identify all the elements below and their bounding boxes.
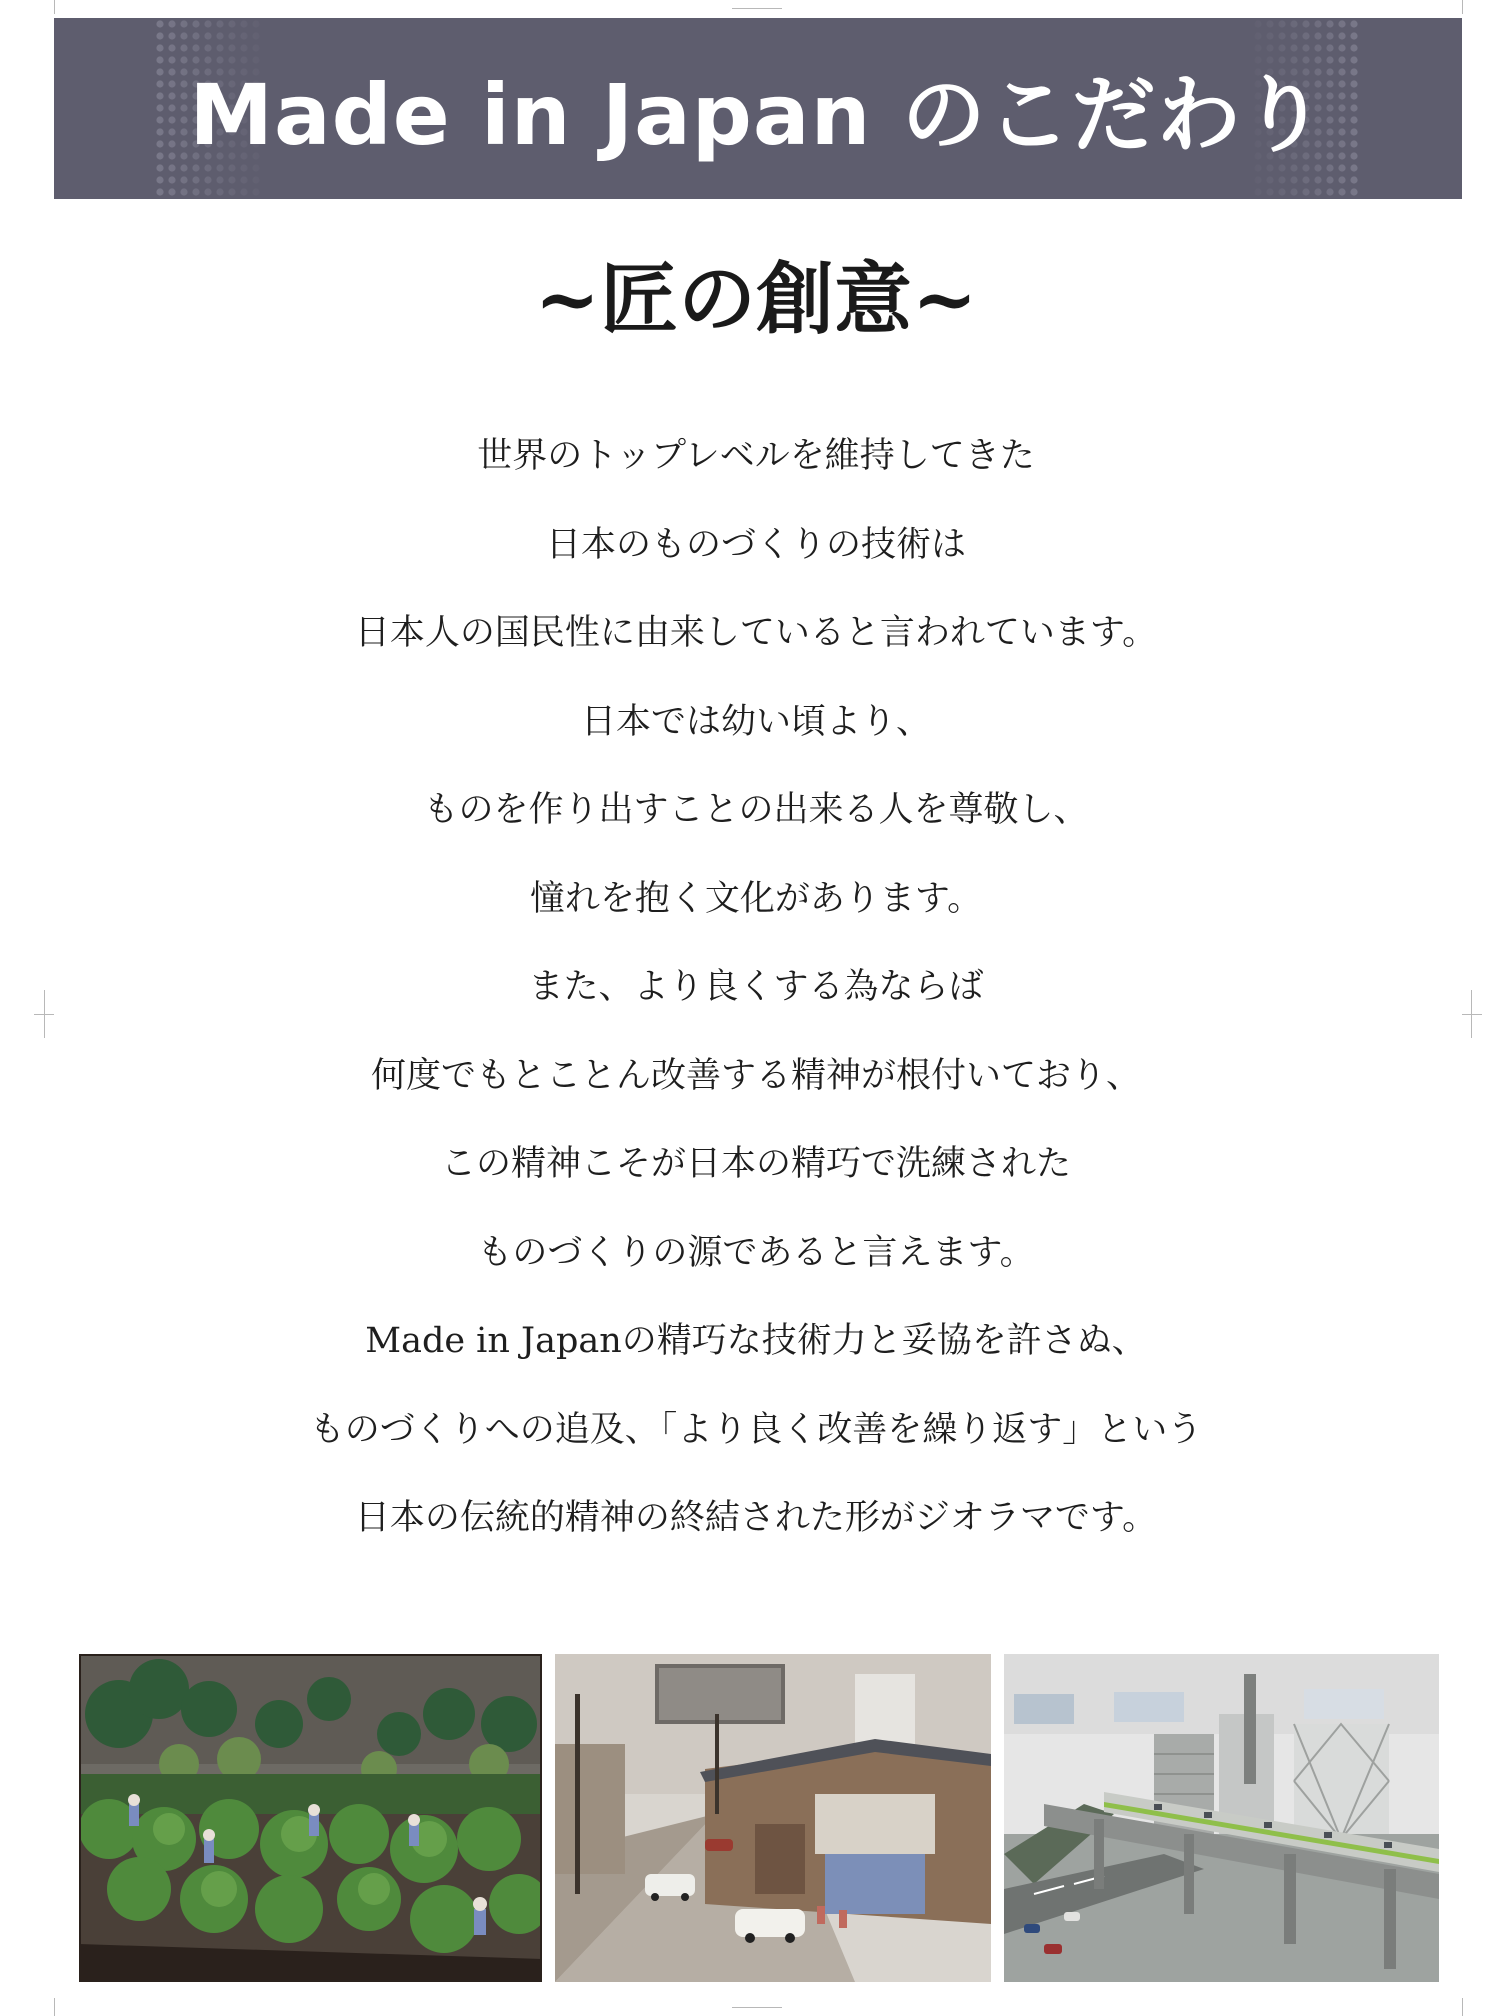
banner-title: Made in Japan のこだわり (189, 66, 1327, 164)
body-text (0, 412, 1512, 1563)
body-line: 日本のものづくりの技術は (545, 524, 966, 565)
body-line: また、より良くする為ならば (528, 967, 984, 1007)
body-line: 世界のトップレベルを維持してきた (477, 436, 1035, 476)
body-line: 何度でもとことん改善する精神が根付いており、 (370, 1055, 1141, 1096)
crop-mark (1462, 0, 1463, 14)
body-line: 日本では幼い頃より、 (580, 701, 931, 742)
body-line: 憧れを抱く文化があります。 (529, 878, 983, 919)
header-banner (54, 18, 1462, 199)
body-line: Made in Japanの精巧な技術力と妥協を許さぬ、 (365, 1321, 1147, 1361)
body-line: ものづくりの源であると言えます。 (477, 1232, 1035, 1273)
crop-mark (732, 2007, 782, 2008)
crop-mark (732, 8, 782, 9)
page-subtitle: ~匠の創意~ (534, 254, 978, 345)
body-line: 日本人の国民性に由来していると言われています。 (354, 613, 1158, 653)
body-line: 日本の伝統的精神の終結された形がジオラマです。 (354, 1498, 1158, 1538)
photo-old-town-street-diorama (555, 1654, 991, 1982)
body-line: ものづくりへの追及、「より良く改善を繰り返す」という (309, 1409, 1203, 1450)
photo-tea-field-diorama (79, 1654, 542, 1982)
crop-mark (54, 0, 55, 14)
body-line: ものを作り出すことの出来る人を尊敬し、 (423, 790, 1089, 830)
body-line: この精神こそが日本の精巧で洗練された (440, 1144, 1071, 1184)
crop-mark (54, 1998, 55, 2016)
photo-elevated-railway-diorama (1004, 1654, 1439, 1982)
crop-mark (1462, 1998, 1463, 2016)
